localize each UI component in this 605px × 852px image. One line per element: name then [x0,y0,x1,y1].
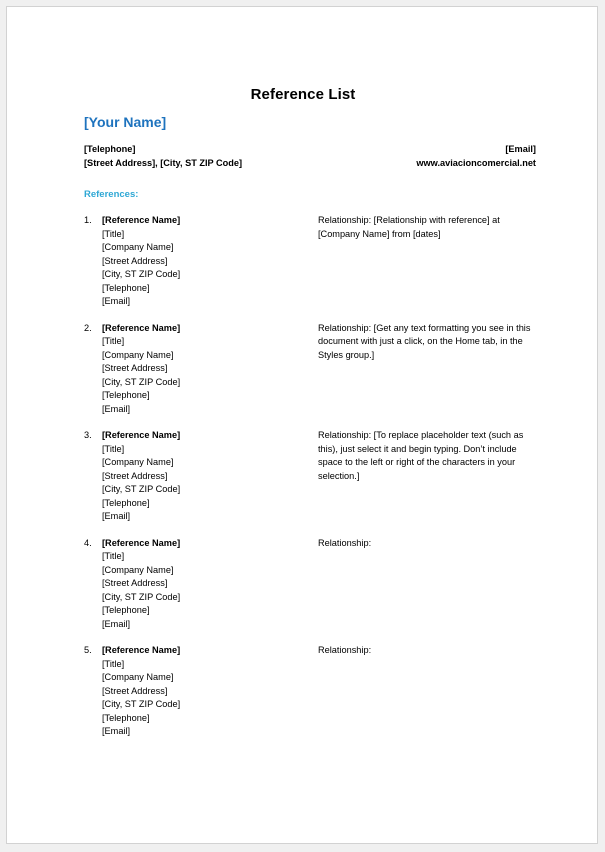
contact-left [84,142,242,170]
telephone[interactable]: [Telephone] [84,144,136,154]
reference-name[interactable]: [Reference Name] [102,537,181,548]
reference-number: 3. [84,430,92,441]
reference-number: 5. [84,645,92,656]
reference-telephone[interactable]: [Telephone] [102,712,150,723]
email[interactable]: [Email] [505,144,536,154]
reference-email[interactable]: [Email] [102,403,131,414]
reference-email[interactable]: [Email] [102,296,131,306]
reference-name[interactable]: [Reference Name] [102,215,181,225]
reference-company[interactable]: [Company Name] [102,457,174,468]
reference-relationship[interactable]: Relationship: [318,645,372,656]
your-name[interactable]: [Your Name] [84,114,167,130]
contact-right [416,142,536,170]
reference-relationship[interactable]: Relationship: [To replace placeholder text (such as this), just select it and begin typing. Don’t include space to the left or right of the characters in your selection.] [318,430,524,481]
reference-details [102,644,180,739]
page-title: Reference List [250,86,356,103]
reference-city[interactable]: [City, ST ZIP Code] [102,484,181,495]
reference-street[interactable]: [Street Address] [102,578,168,589]
reference-telephone[interactable]: [Telephone] [102,497,150,508]
reference-city[interactable]: [City, ST ZIP Code] [102,376,181,387]
document-page [6,6,598,844]
reference-street[interactable]: [Street Address] [102,363,168,374]
reference-item [84,214,544,322]
reference-email[interactable]: [Email] [102,511,131,522]
reference-title[interactable]: [Title] [102,551,125,562]
reference-company[interactable]: [Company Name] [102,564,174,575]
reference-telephone[interactable]: [Telephone] [102,605,150,616]
reference-email[interactable]: [Email] [102,618,131,629]
reference-title[interactable]: [Title] [102,228,125,239]
reference-item [84,429,544,537]
reference-street[interactable]: [Street Address] [102,470,168,481]
reference-company[interactable]: [Company Name] [102,349,174,360]
reference-details [102,429,180,524]
reference-number: 2. [84,322,92,333]
reference-telephone[interactable]: [Telephone] [102,390,150,401]
reference-name[interactable]: [Reference Name] [102,322,181,333]
reference-street[interactable]: [Street Address] [102,685,168,696]
reference-title[interactable]: [Title] [102,336,125,347]
street-address[interactable]: [Street Address], [City, ST ZIP Code] [84,158,243,168]
reference-company[interactable]: [Company Name] [102,672,174,683]
reference-email[interactable]: [Email] [102,726,131,737]
reference-number: 4. [84,537,92,548]
reference-city[interactable]: [City, ST ZIP Code] [102,591,181,602]
reference-details [102,537,180,632]
reference-details [102,214,180,309]
reference-title[interactable]: [Title] [102,658,125,669]
reference-street[interactable]: [Street Address] [102,255,168,266]
reference-city[interactable]: [City, ST ZIP Code] [102,699,181,710]
reference-title[interactable]: [Title] [102,443,125,454]
reference-name[interactable]: [Reference Name] [102,645,181,656]
reference-item [84,322,544,430]
website[interactable]: www.aviacioncomercial.net [416,158,536,168]
reference-item [84,537,544,645]
reference-company[interactable]: [Company Name] [102,242,174,252]
reference-relationship[interactable]: Relationship: [318,537,372,548]
reference-telephone[interactable]: [Telephone] [102,282,150,293]
references-heading: References: [84,189,139,200]
reference-relationship[interactable]: Relationship: [Get any text formatting you see in this document with just a click, on the Home tab, in the Styles group.] [318,322,531,360]
reference-item [84,644,544,752]
reference-list [84,214,544,752]
reference-name[interactable]: [Reference Name] [102,430,181,441]
reference-relationship[interactable]: Relationship: [Relationship with reference] at [Company Name] from [dates] [318,215,500,239]
reference-details [102,322,180,417]
reference-number: 1. [84,215,92,225]
reference-city[interactable]: [City, ST ZIP Code] [102,269,181,279]
